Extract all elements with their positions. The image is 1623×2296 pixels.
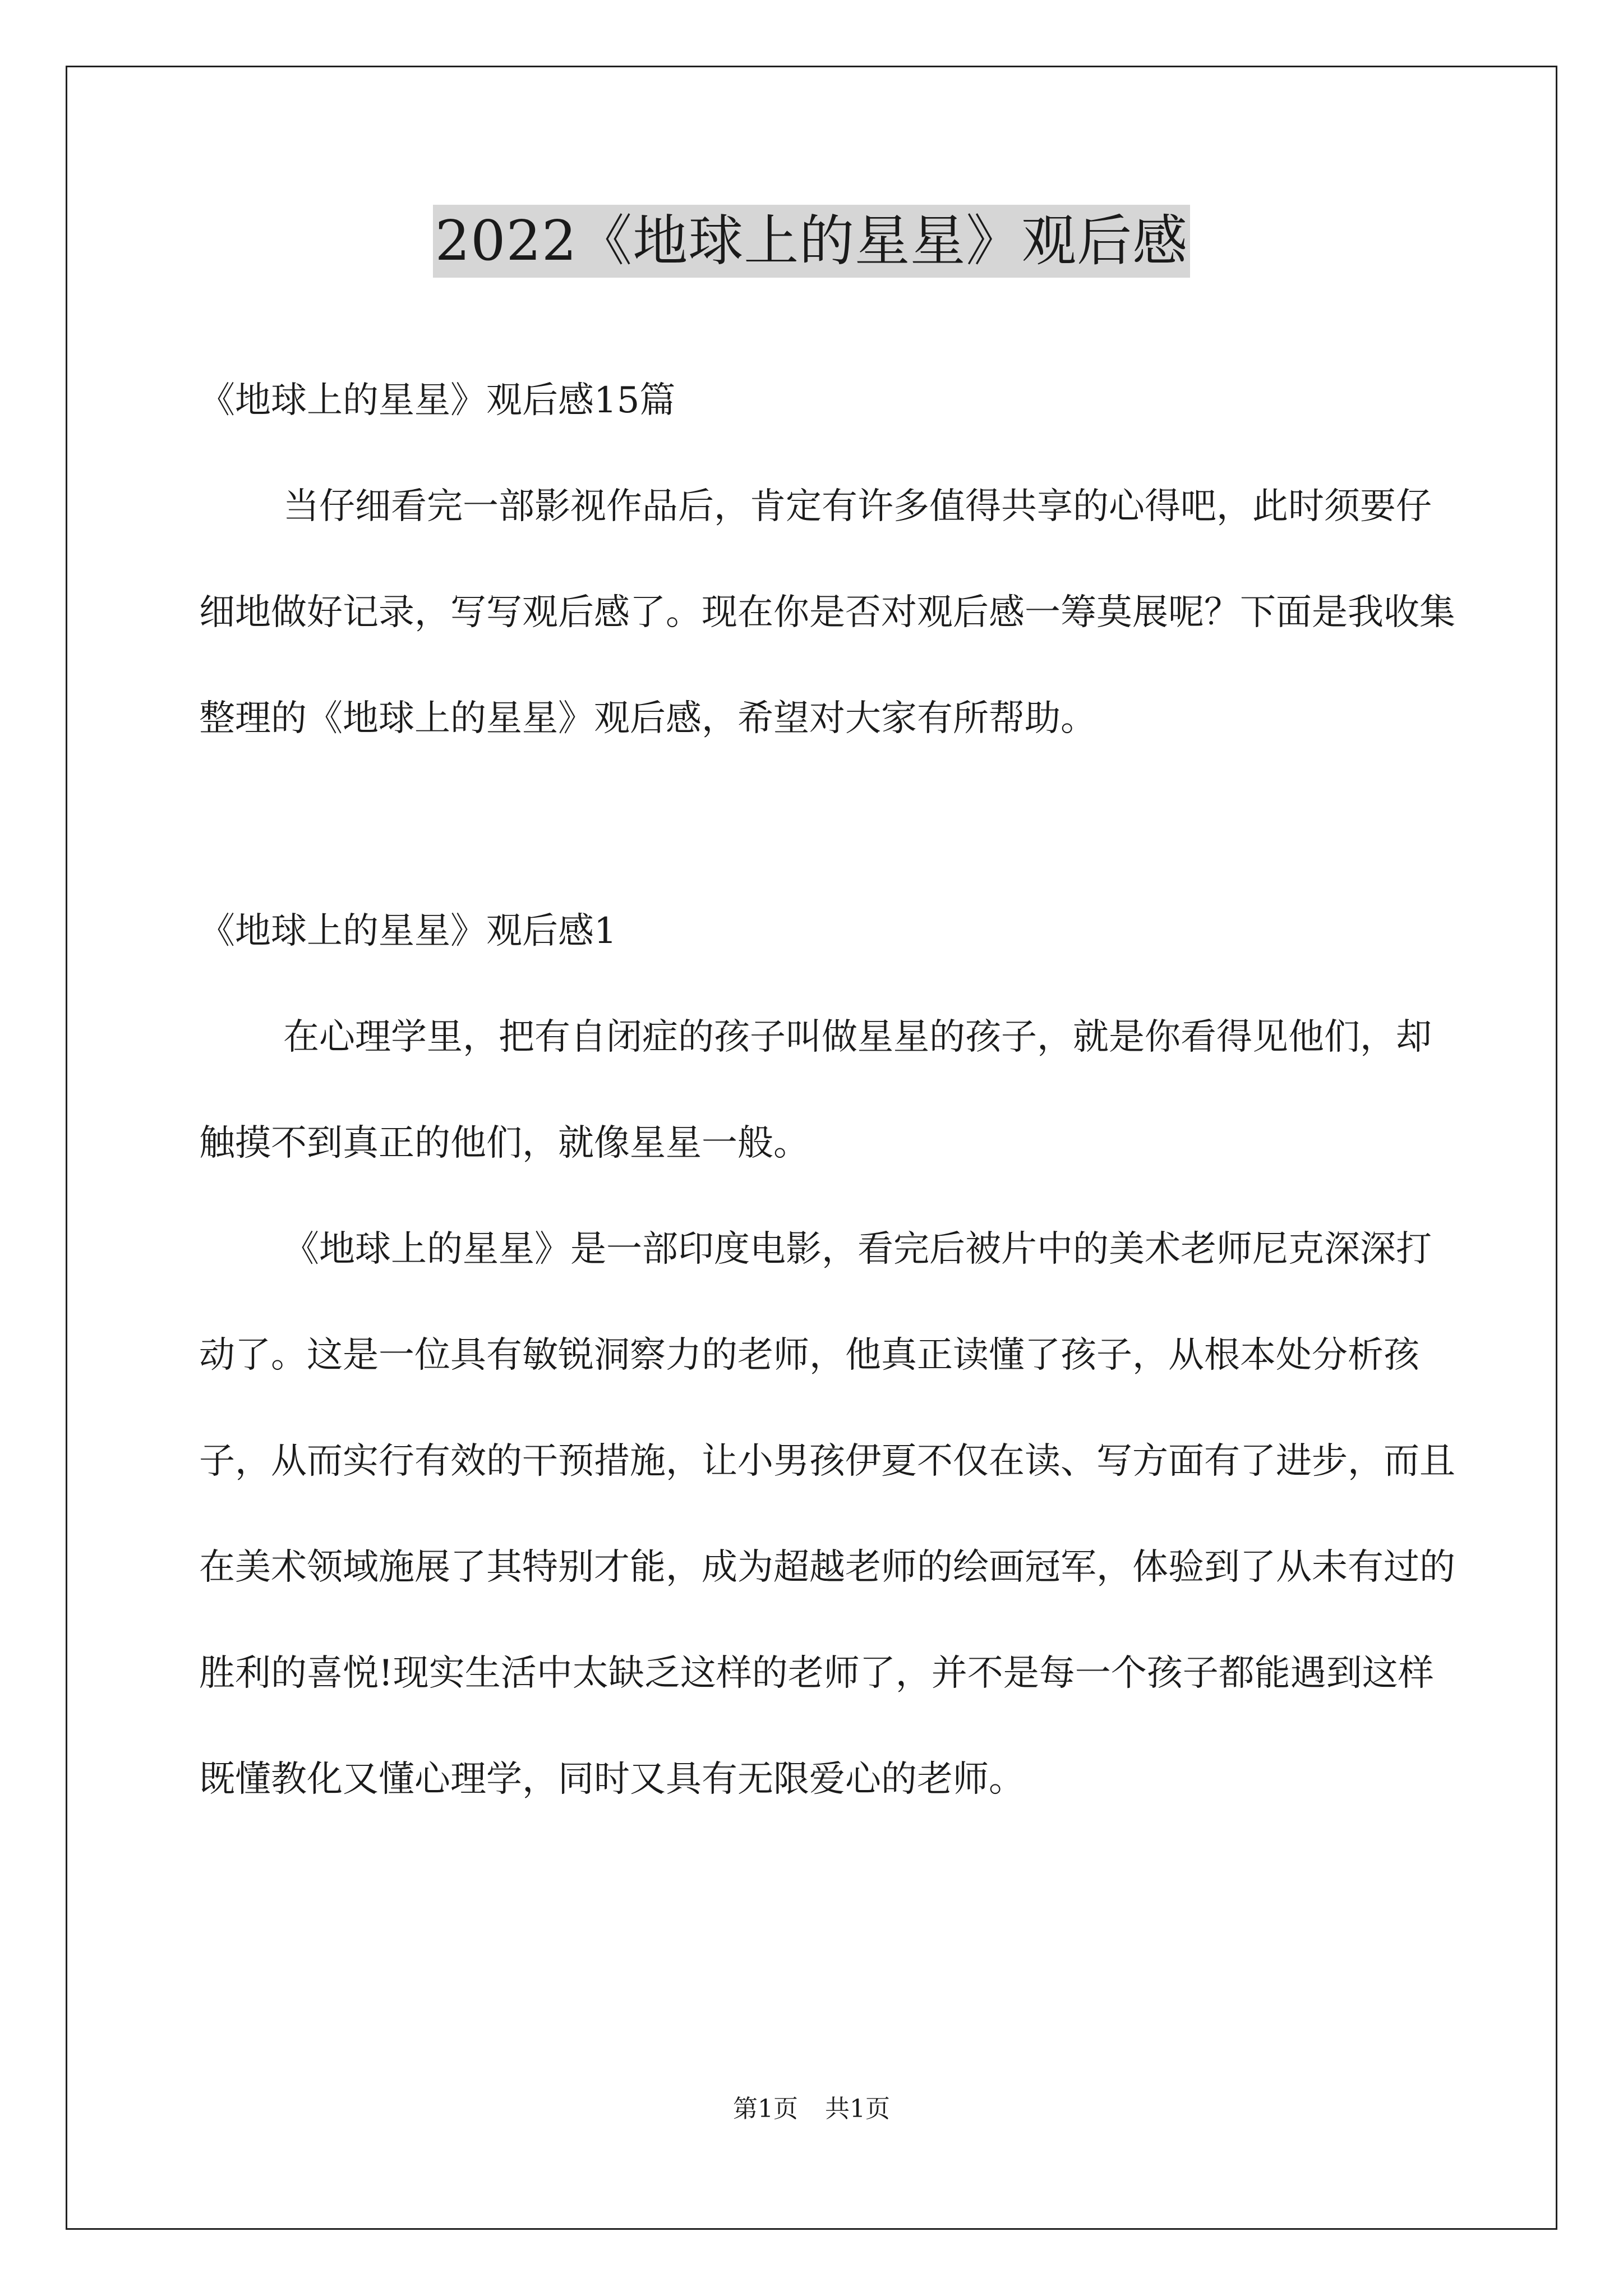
title-container: [0, 205, 1623, 278]
section-heading: 《地球上的星星》观后感1: [199, 910, 617, 952]
intro-paragraph: 当仔细看完一部影视作品后，肯定有许多值得共享的心得吧，此时须要仔细地做好记录，写写观后感了。现在你是否对观后感一筹莫展呢？下面是我收集整理的《地球上的星星》观后感，希望对大家有所帮助。: [199, 486, 1455, 739]
document-subtitle: 《地球上的星星》观后感15篇: [199, 380, 676, 421]
body-paragraph: 《地球上的星星》是一部印度电影，看完后被片中的美术老师尼克深深打动了。这是一位具有敏锐洞察力的老师，他真正读懂了孩子，从根本处分析孩子，从而实行有效的干预措施，让小男孩伊夏不仅在读、写方面有了进步，而且在美术领域施展了其特别才能，成为超越老师的绘画冠军，体验到了从未有过的胜利的喜悦!现实生活中太缺乏这样的老师了，并不是每一个孩子都能遇到这样既懂教化又懂心理学，同时又具有无限爱心的老师。: [199, 1228, 1455, 1800]
page-number: 第1页: [733, 2095, 798, 2123]
document-title: 2022《地球上的星星》观后感: [433, 205, 1190, 278]
page-footer: [0, 2092, 1623, 2126]
body-paragraph: 在心理学里，把有自闭症的孩子叫做星星的孩子，就是你看得见他们，却触摸不到真正的他们，就像星星一般。: [199, 1016, 1432, 1164]
section-spacer: [199, 772, 1455, 878]
page-total: 共1页: [825, 2095, 890, 2123]
document-body: [199, 348, 1455, 1833]
